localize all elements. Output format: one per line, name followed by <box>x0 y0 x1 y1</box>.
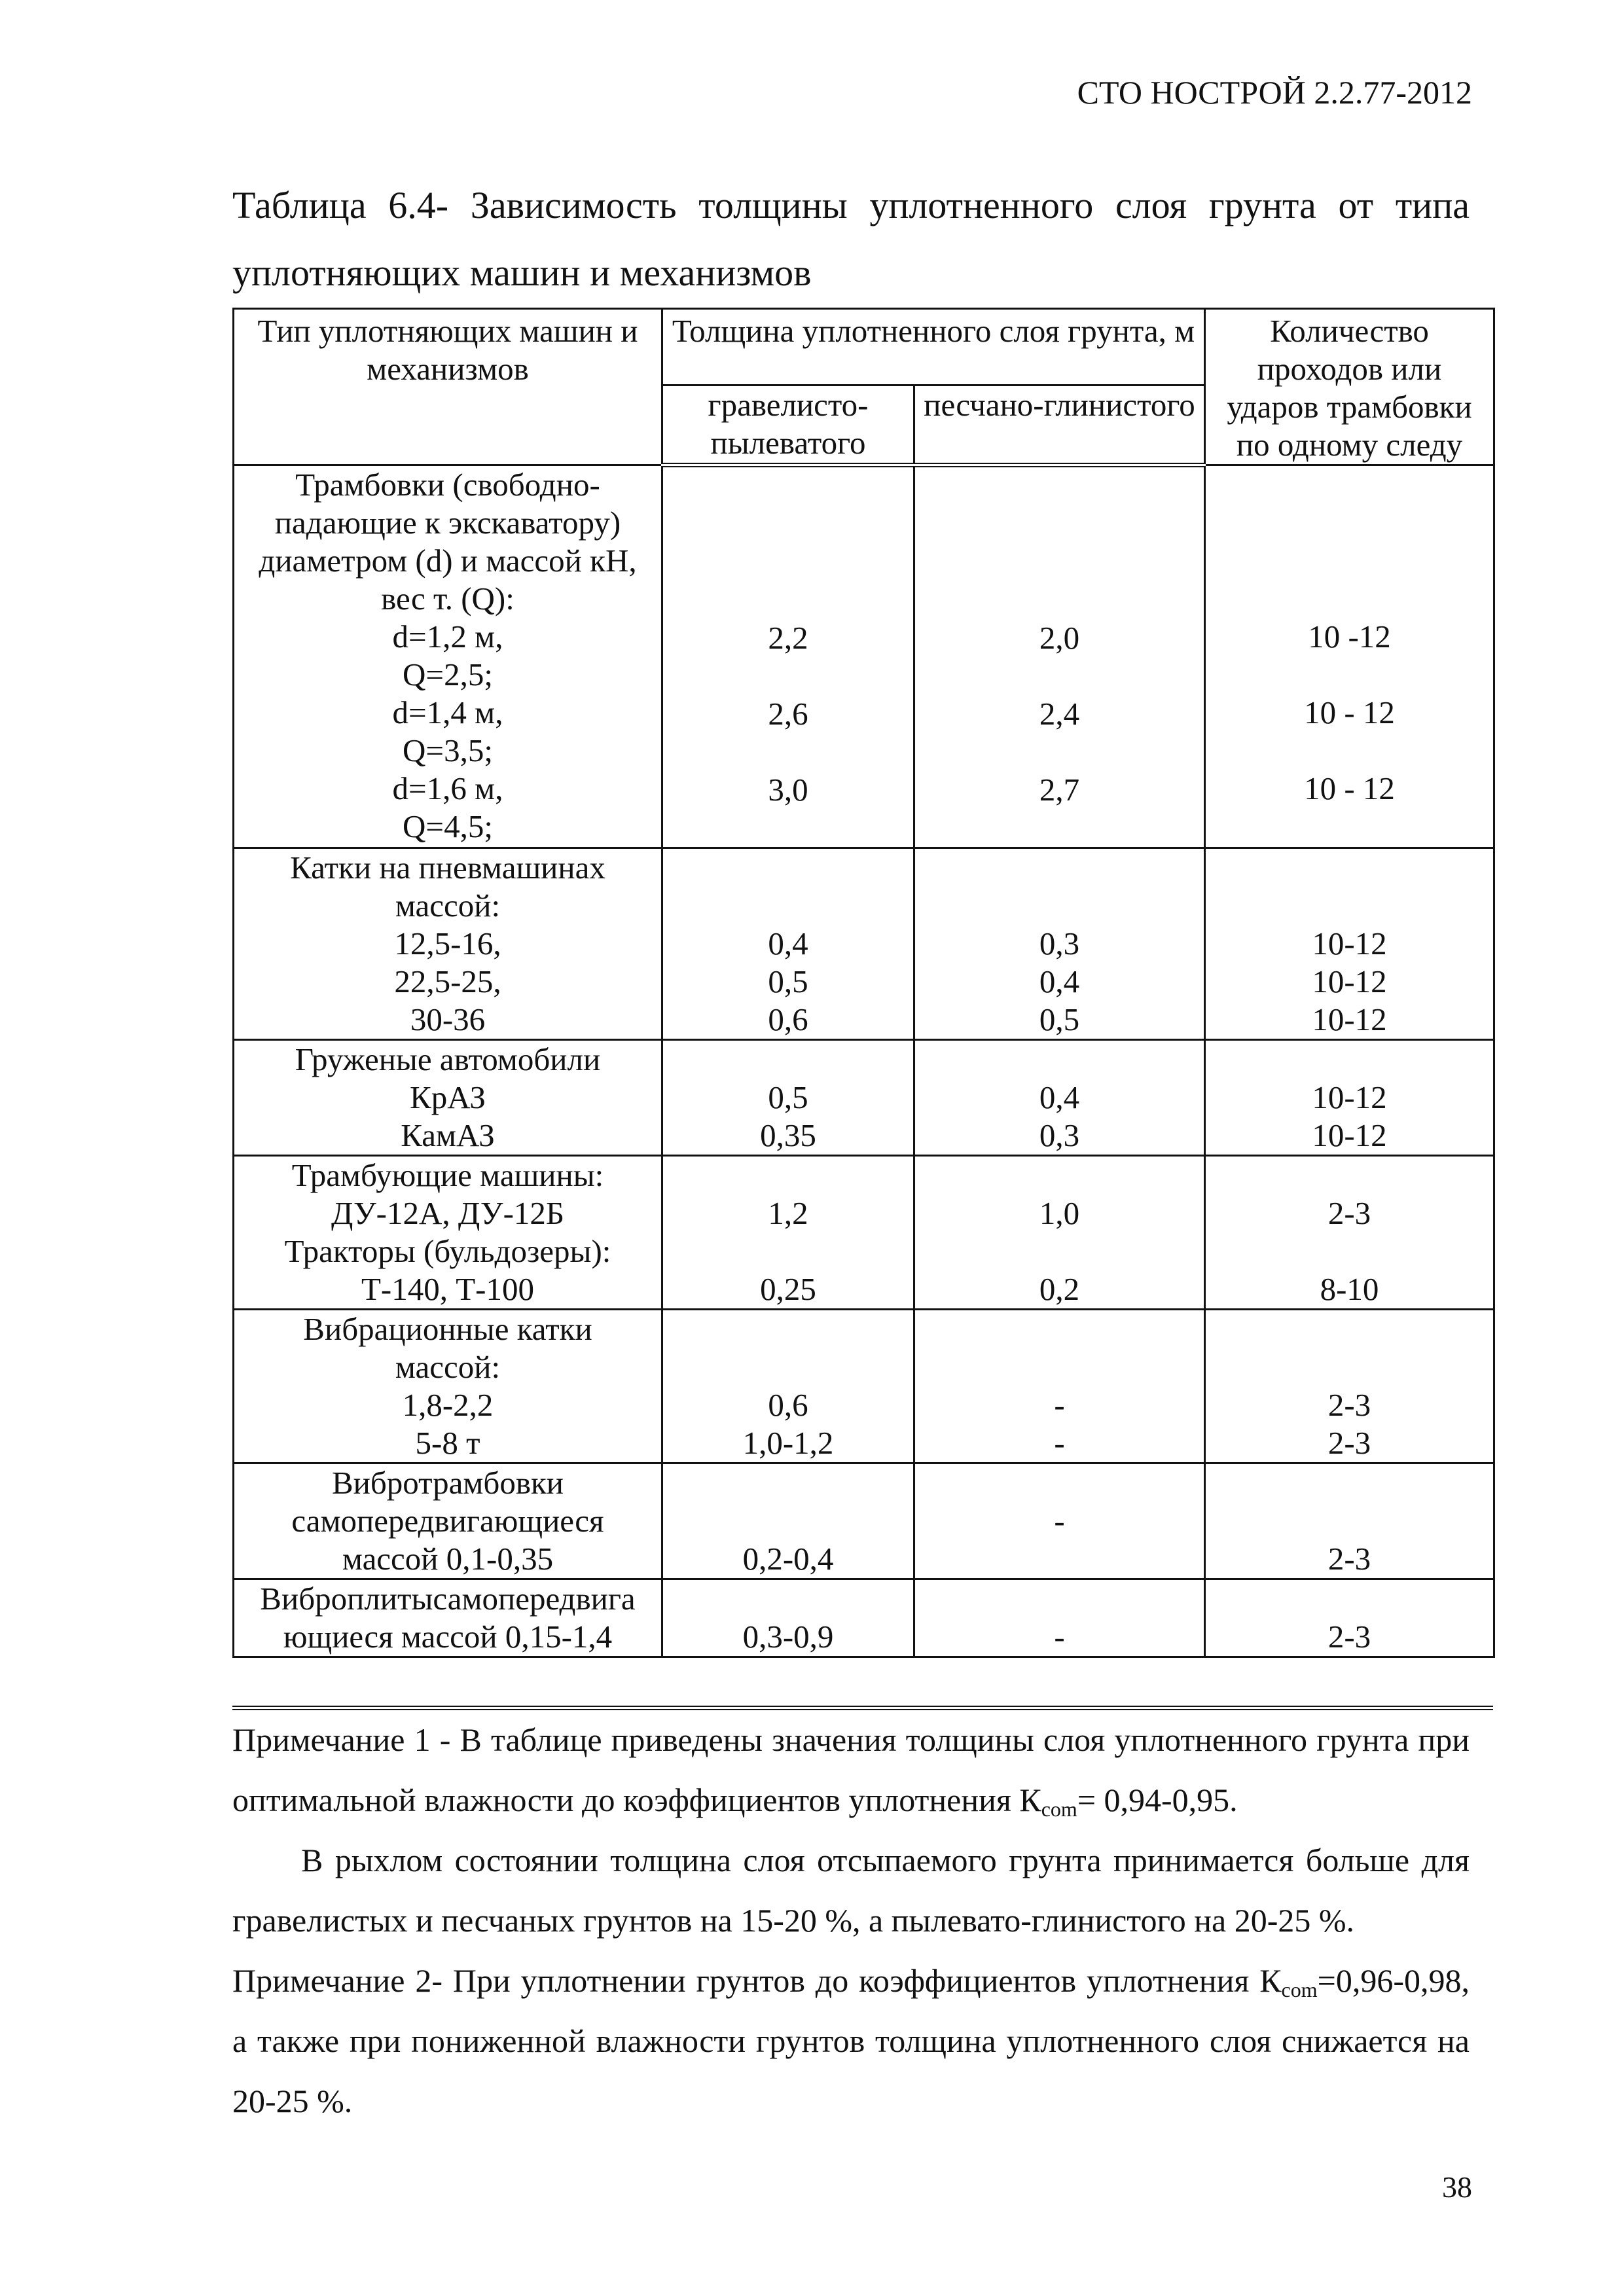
cell-line: падающие к экскаватору) <box>274 505 621 541</box>
cell-line: 0,4 <box>1039 1079 1080 1115</box>
note-2-text: Примечание 2- При уплотнении грунтов до коэффициентов уплотнения К <box>232 1962 1282 1999</box>
cell-line <box>922 887 1197 925</box>
cell-line <box>1212 542 1487 580</box>
table-row <box>234 848 1494 1040</box>
table-row <box>234 465 1494 848</box>
cell-gravel-thickness <box>662 848 914 1040</box>
cell-line: d=1,4 м, <box>392 694 503 730</box>
cell-sand-thickness <box>914 1463 1205 1579</box>
cell-line <box>1212 466 1487 504</box>
cell-line <box>1212 656 1487 694</box>
cell-line <box>1212 1157 1487 1194</box>
cell-line <box>922 1540 1197 1578</box>
cell-line <box>1212 887 1487 925</box>
cell-line <box>922 1580 1197 1618</box>
cell-line: 10-12 <box>1312 963 1387 999</box>
cell-machine-type <box>234 465 662 848</box>
cell-passes <box>1205 1156 1494 1310</box>
cell-line <box>922 1464 1197 1502</box>
cell-line: 1,2 <box>768 1195 808 1231</box>
cell-line: Вибрационные катки <box>303 1311 592 1347</box>
cell-gravel-thickness <box>662 1463 914 1579</box>
cell-line: 0,5 <box>768 963 808 999</box>
cell-line: ДУ-12А, ДУ-12Б <box>331 1195 565 1231</box>
cell-line: 2-3 <box>1327 1195 1371 1231</box>
table-caption: Таблица 6.4- Зависимость толщины уплотненного слоя грунта от типа уплотняющих машин и механизмов <box>232 184 1470 294</box>
cell-line <box>670 1041 907 1079</box>
cell-line: вес т. (Q): <box>381 581 514 617</box>
cell-line: 22,5-25, <box>394 963 501 999</box>
cell-line: Груженые автомобили <box>295 1041 601 1077</box>
compaction-table <box>232 308 1495 1658</box>
table-row <box>234 1310 1494 1463</box>
cell-line: 1,8-2,2 <box>402 1387 494 1423</box>
document-code: СТО НОСТРОЙ 2.2.77-2012 <box>1077 74 1472 111</box>
cell-line: Q=2,5; <box>403 656 493 692</box>
cell-line: самопередвигающиеся <box>291 1503 604 1539</box>
cell-machine-type <box>234 1040 662 1156</box>
cell-line: 10 - 12 <box>1304 694 1395 730</box>
cell-line <box>670 581 907 619</box>
cell-line: 0,6 <box>768 1001 808 1037</box>
note-2-tail: =0,96-0,98, а также при пониженной влажности грунтов толщина уплотненного слоя снижается на 20-25 %. <box>232 1962 1470 2119</box>
cell-passes <box>1205 1310 1494 1463</box>
cell-line <box>922 1157 1197 1194</box>
cell-line <box>670 1157 907 1194</box>
cell-line: 2-3 <box>1327 1387 1371 1423</box>
cell-line: 10-12 <box>1312 1079 1387 1115</box>
cell-line <box>922 733 1197 771</box>
cell-line: 2-3 <box>1327 1619 1371 1655</box>
cell-line: Катки на пневмашинах <box>290 850 605 886</box>
cell-line: 2-3 <box>1327 1425 1371 1461</box>
table-row <box>234 1463 1494 1579</box>
cell-line: 0,4 <box>768 925 808 961</box>
cell-line <box>670 809 907 847</box>
cell-line <box>1212 1041 1487 1079</box>
cell-line: 2,0 <box>1039 620 1080 656</box>
header-passes-count: Количество проходов или ударов трамбовки по одному следу <box>1205 309 1494 465</box>
cell-line: 2,7 <box>1039 772 1080 808</box>
note-1 <box>232 1710 1470 1830</box>
cell-line <box>922 467 1197 505</box>
cell-line <box>1212 1502 1487 1540</box>
cell-line: 3,0 <box>768 772 808 808</box>
cell-line <box>670 1464 907 1502</box>
cell-line: 10-12 <box>1312 1001 1387 1037</box>
cell-line: - <box>1054 1503 1065 1539</box>
cell-line: Виброплитысамопередвига <box>260 1581 636 1617</box>
cell-line: 0,6 <box>768 1387 808 1423</box>
cell-gravel-thickness <box>662 1579 914 1657</box>
cell-line: 0,3-0,9 <box>742 1619 834 1655</box>
cell-line: 1,0 <box>1039 1195 1080 1231</box>
cell-line: - <box>1054 1425 1065 1461</box>
cell-line: 12,5-16, <box>394 925 501 961</box>
cell-line: массой 0,1-0,35 <box>342 1541 554 1577</box>
cell-line <box>1212 849 1487 887</box>
cell-line: Тракторы (бульдозеры): <box>284 1233 611 1269</box>
header-gravel-soil: гравелисто-пылеватого <box>662 385 914 465</box>
cell-line: диаметром (d) и массой кН, <box>259 543 637 579</box>
cell-line: d=1,6 м, <box>392 770 503 806</box>
cell-line <box>1212 1464 1487 1502</box>
cell-line <box>1212 580 1487 618</box>
cell-line <box>670 1232 907 1270</box>
cell-line <box>922 1310 1197 1348</box>
cell-line <box>922 581 1197 619</box>
cell-line: Q=4,5; <box>403 808 493 844</box>
cell-passes <box>1205 1463 1494 1579</box>
cell-line <box>1212 1310 1487 1348</box>
cell-line <box>1212 1232 1487 1270</box>
cell-line: - <box>1054 1387 1065 1423</box>
cell-line <box>922 849 1197 887</box>
cell-line: 0,35 <box>760 1117 816 1153</box>
cell-line <box>670 543 907 581</box>
cell-line: - <box>1054 1619 1065 1655</box>
header-sandy-clay-soil: песчано-глинистого <box>914 385 1205 465</box>
note-1-tail: = 0,94-0,95. <box>1077 1782 1238 1818</box>
cell-line <box>670 1502 907 1540</box>
cell-sand-thickness <box>914 1156 1205 1310</box>
compaction-table-wrapper <box>232 308 1493 1658</box>
cell-line <box>670 1348 907 1386</box>
cell-line <box>670 1580 907 1618</box>
cell-line: 8-10 <box>1320 1271 1379 1307</box>
cell-line: ющиеся массой 0,15-1,4 <box>283 1619 613 1655</box>
cell-sand-thickness <box>914 848 1205 1040</box>
cell-line <box>670 657 907 695</box>
cell-line <box>922 657 1197 695</box>
cell-sand-thickness <box>914 1579 1205 1657</box>
cell-machine-type <box>234 1463 662 1579</box>
cell-line: 2,6 <box>768 696 808 732</box>
cell-gravel-thickness <box>662 1156 914 1310</box>
cell-line <box>922 505 1197 543</box>
header-layer-thickness: Толщина уплотненного слоя грунта, м <box>662 309 1205 386</box>
cell-line: 2,2 <box>768 620 808 656</box>
cell-line <box>670 505 907 543</box>
cell-line: 0,3 <box>1039 925 1080 961</box>
cell-line: 10 -12 <box>1308 619 1391 655</box>
cell-passes <box>1205 1040 1494 1156</box>
cell-line: 0,25 <box>760 1271 816 1307</box>
note-1-text: Примечание 1 - В таблице приведены значения толщины слоя уплотненного грунта при оптимальной влажности до коэффициентов уплотнения К <box>232 1721 1470 1818</box>
cell-passes <box>1205 1579 1494 1657</box>
cell-line <box>1212 504 1487 542</box>
table-row <box>234 1579 1494 1657</box>
cell-line <box>922 809 1197 847</box>
note-1-subscript: com <box>1041 1797 1077 1821</box>
page-number: 38 <box>1442 2170 1472 2204</box>
cell-passes <box>1205 465 1494 848</box>
cell-line <box>922 543 1197 581</box>
table-row <box>234 1156 1494 1310</box>
cell-line: 0,2 <box>1039 1271 1080 1307</box>
cell-gravel-thickness <box>662 1310 914 1463</box>
cell-line: 2-3 <box>1327 1541 1371 1577</box>
cell-line: 0,4 <box>1039 963 1080 999</box>
cell-line: 10 - 12 <box>1304 770 1395 806</box>
cell-line: 1,0-1,2 <box>742 1425 834 1461</box>
cell-line: 0,5 <box>768 1079 808 1115</box>
cell-gravel-thickness <box>662 465 914 848</box>
cell-line <box>1212 808 1487 846</box>
cell-line <box>670 467 907 505</box>
cell-line <box>922 1232 1197 1270</box>
cell-sand-thickness <box>914 1040 1205 1156</box>
cell-line: Q=3,5; <box>403 732 493 768</box>
table-row <box>234 1040 1494 1156</box>
cell-machine-type <box>234 848 662 1040</box>
cell-line: Трамбовки (свободно- <box>295 467 600 503</box>
cell-line <box>670 849 907 887</box>
notes-section <box>232 1710 1470 2131</box>
cell-line <box>1212 1348 1487 1386</box>
cell-line <box>922 1041 1197 1079</box>
cell-sand-thickness <box>914 465 1205 848</box>
cell-line: 5-8 т <box>415 1425 480 1461</box>
cell-passes <box>1205 848 1494 1040</box>
cell-line: 10-12 <box>1312 1117 1387 1153</box>
cell-line: массой: <box>395 888 501 924</box>
cell-machine-type <box>234 1579 662 1657</box>
cell-line <box>670 1310 907 1348</box>
cell-line <box>922 1348 1197 1386</box>
cell-line: 0,2-0,4 <box>742 1541 834 1577</box>
note-2-subscript: com <box>1281 1978 1318 2001</box>
note-2 <box>232 1950 1470 2131</box>
header-machine-type: Тип уплотняющих машин и механизмов <box>234 309 662 465</box>
cell-line: КрАЗ <box>410 1079 486 1115</box>
cell-line <box>1212 732 1487 770</box>
cell-line: Трамбующие машины: <box>291 1157 604 1193</box>
cell-line: КамАЗ <box>401 1117 495 1153</box>
cell-sand-thickness <box>914 1310 1205 1463</box>
cell-gravel-thickness <box>662 1040 914 1156</box>
cell-line: Вибротрамбовки <box>331 1465 564 1501</box>
cell-line: 30-36 <box>410 1001 486 1037</box>
cell-line: 0,5 <box>1039 1001 1080 1037</box>
cell-line <box>1212 1580 1487 1618</box>
cell-line <box>670 887 907 925</box>
cell-machine-type <box>234 1156 662 1310</box>
cell-line: 0,3 <box>1039 1117 1080 1153</box>
cell-line: 2,4 <box>1039 696 1080 732</box>
note-paragraph-loose-soil: В рыхлом состоянии толщина слоя отсыпаемого грунта принимается больше для гравелистых и песчаных грунтов на 15-20 %, а пылевато-глинистого на 20-25 %. <box>232 1842 1470 1939</box>
cell-line <box>670 733 907 771</box>
cell-line: 10-12 <box>1312 925 1387 961</box>
cell-line: Т-140, Т-100 <box>361 1271 534 1307</box>
cell-line: массой: <box>395 1349 501 1385</box>
cell-line: d=1,2 м, <box>392 619 503 655</box>
cell-machine-type <box>234 1310 662 1463</box>
